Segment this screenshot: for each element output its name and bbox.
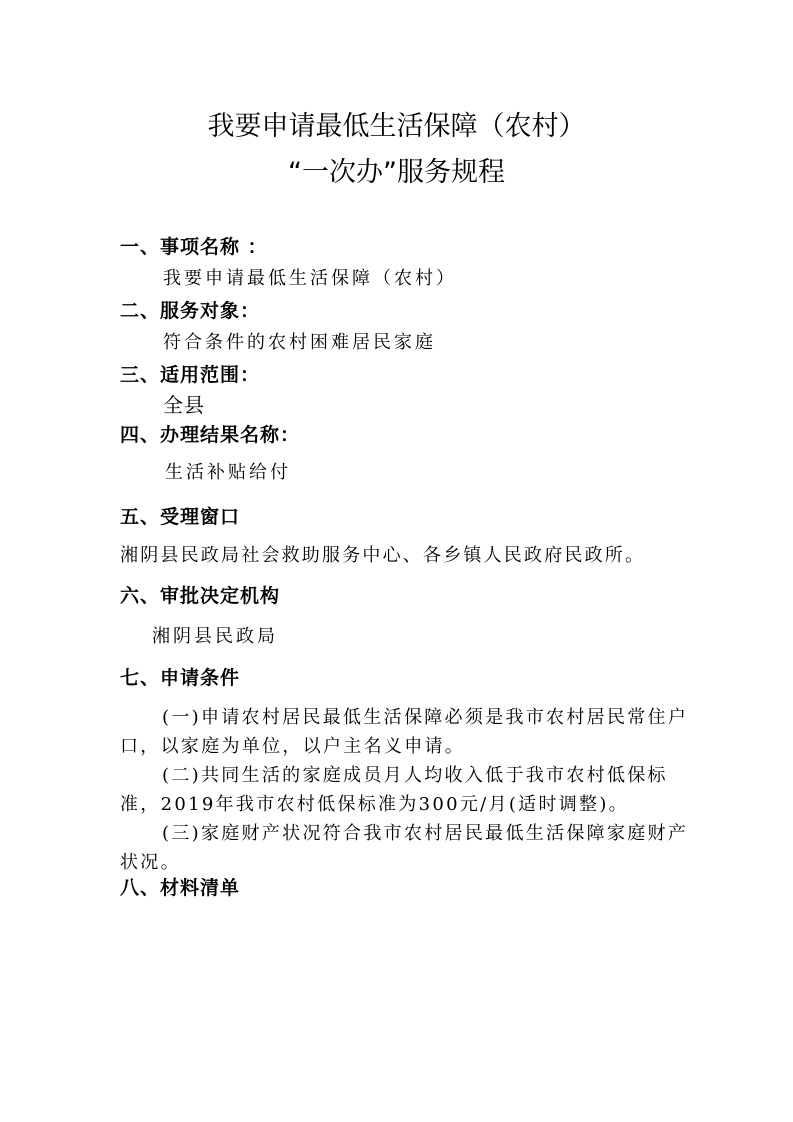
document-subtitle: “一次办”服务规程: [288, 157, 505, 188]
condition-item-1: (一)申请农村居民最低生活保障必须是我市农村居民常住户口，以家庭为单位，以户主名义申请。: [120, 707, 689, 757]
section-body-3: 全县: [163, 393, 205, 417]
section-heading-4: 四、办理结果名称：: [120, 424, 301, 446]
section-heading-1: 一、事项名称 ：: [120, 236, 268, 258]
section-heading-5: 五、受理窗口: [120, 506, 241, 528]
document-title: 我要申请最低生活保障（农村）: [207, 111, 586, 142]
condition-item-2: (二)共同生活的家庭成员月人均收入低于我市农村低保标准，2019年我市农村低保标准为300元/月(适时调整)。: [120, 765, 668, 815]
section-body-6: 湘阴县民政局: [152, 626, 278, 647]
application-conditions: [120, 703, 690, 877]
section-heading-2: 二、服务对象：: [120, 300, 261, 322]
section-heading-8: 八、材料清单: [120, 877, 241, 899]
section-body-1: 我要申请最低生活保障（农村）: [163, 268, 457, 289]
section-body-4: 生活补贴给付: [165, 462, 291, 483]
section-heading-3: 三、适用范围：: [120, 364, 261, 386]
section-body-2: 符合条件的农村困难居民家庭: [163, 332, 436, 353]
section-heading-7: 七、申请条件: [120, 667, 241, 689]
section-body-5: 湘阴县民政局社会救助服务中心、各乡镇人民政府民政所。: [120, 545, 646, 566]
section-heading-6: 六、审批决定机构: [120, 585, 281, 607]
condition-item-3: (三)家庭财产状况符合我市农村居民最低生活保障家庭财产状况。: [120, 823, 689, 873]
